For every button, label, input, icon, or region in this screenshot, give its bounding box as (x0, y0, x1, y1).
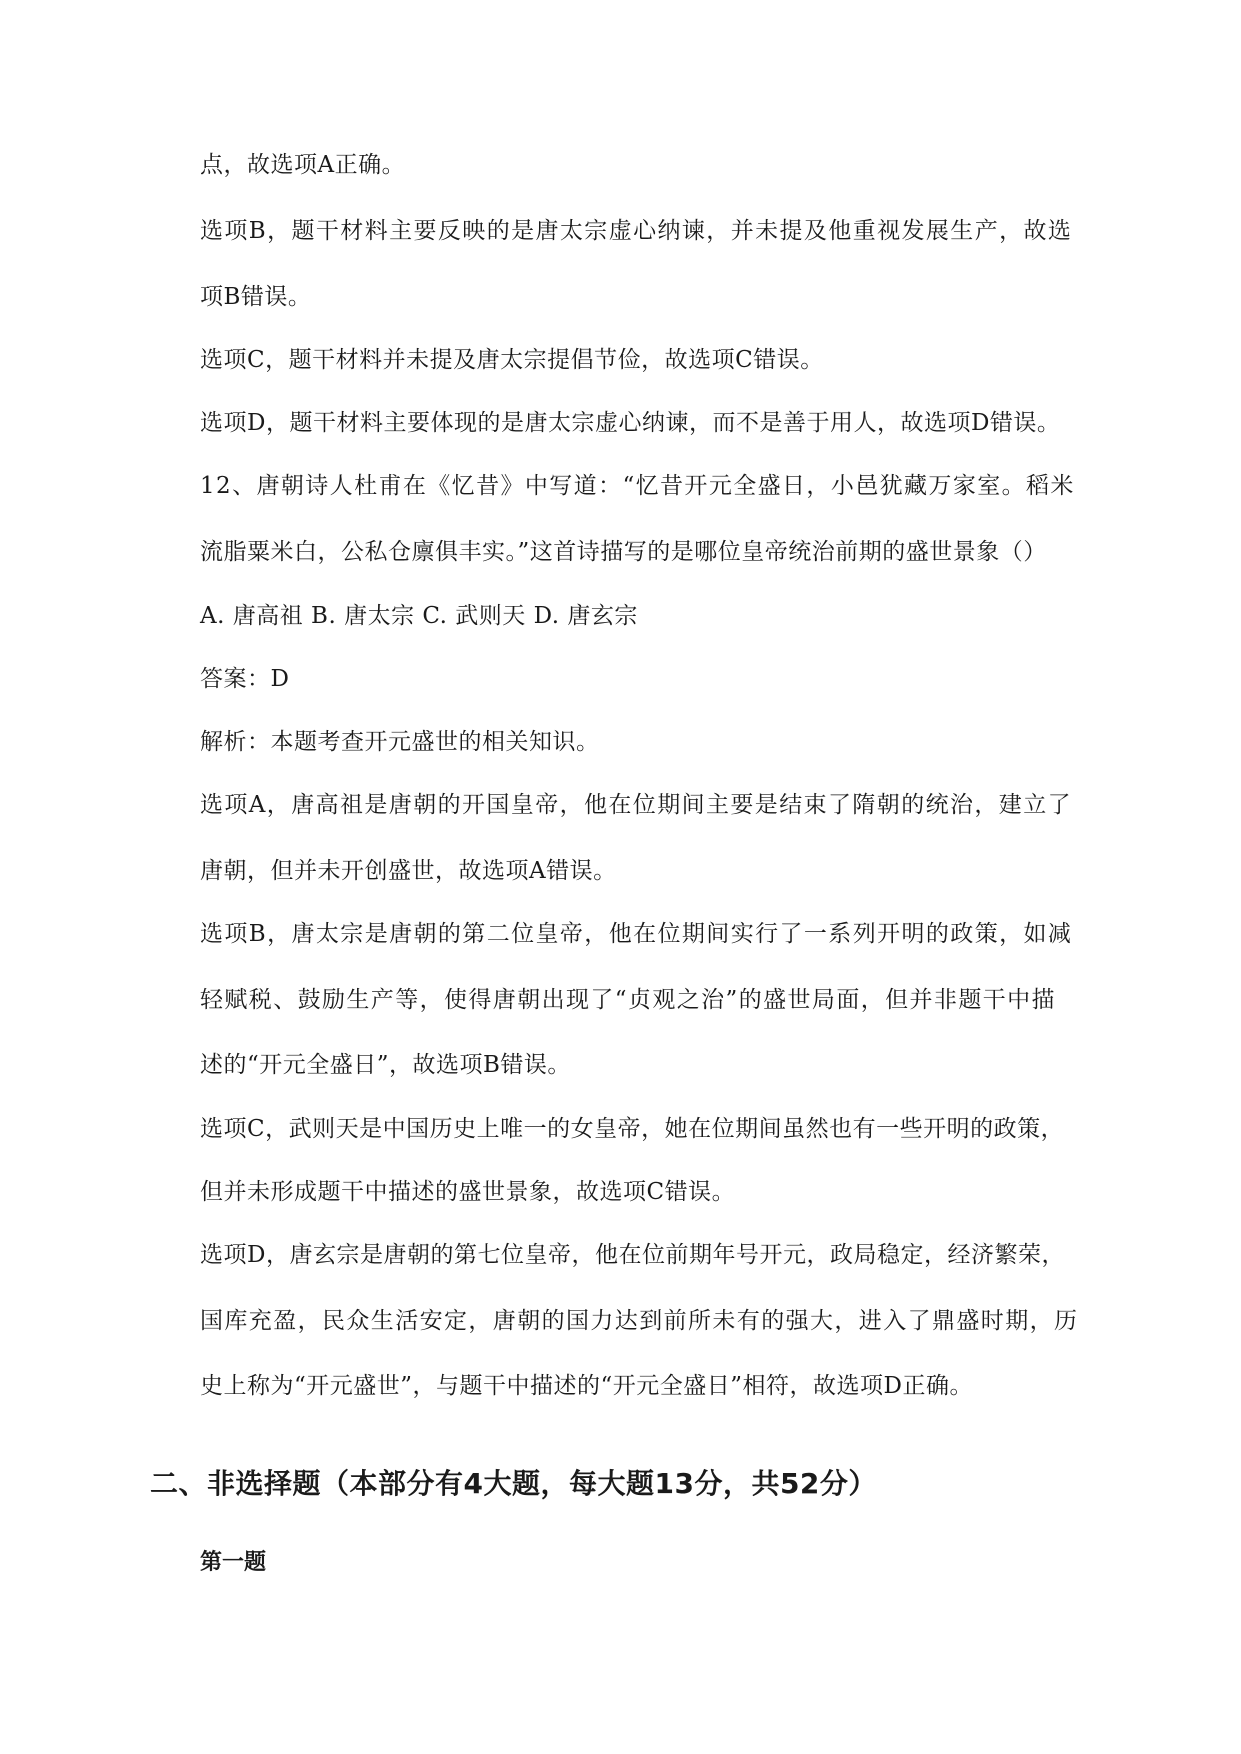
text-line: 国库充盈，民众生活安定，唐朝的国力达到前所未有的强大，进入了鼎盛时期，历 (200, 1308, 1079, 1334)
text-line: 述的“开元全盛日”，故选项B错误。 (200, 1052, 571, 1078)
text-line: 选项A，唐高祖是唐朝的开国皇帝，他在位期间主要是结束了隋朝的统治，建立了 (200, 792, 1073, 818)
text-line: 史上称为“开元盛世”，与题干中描述的“开元全盛日”相符，故选项D正确。 (200, 1373, 973, 1399)
answer-options: A. 唐高祖 B. 唐太宗 C. 武则天 D. 唐玄宗 (200, 603, 638, 629)
text-line: 选项B，题干材料主要反映的是唐太宗虚心纳谏，并未提及他重视发展生产，故选 (200, 218, 1073, 244)
text-line: 但并未形成题干中描述的盛世景象，故选项C错误。 (200, 1179, 736, 1205)
text-line: 轻赋税、鼓励生产等，使得唐朝出现了“贞观之治”的盛世局面，但并非题干中描 (200, 987, 1056, 1013)
answer-line: 答案：D (200, 666, 290, 692)
text-line: 选项D，题干材料主要体现的是唐太宗虚心纳谏，而不是善于用人，故选项D错误。 (200, 410, 1061, 436)
text-line: 选项C，武则天是中国历史上唯一的女皇帝，她在位期间虽然也有一些开明的政策， (200, 1116, 1065, 1142)
text-line: 项B错误。 (200, 284, 312, 310)
question-heading: 第一题 (200, 1550, 267, 1575)
text-line: 选项C，题干材料并未提及唐太宗提倡节俭，故选项C错误。 (200, 347, 824, 373)
section-heading: 二、非选择题（本部分有4大题，每大题13分，共52分） (150, 1467, 877, 1500)
question-12-line: 12、唐朝诗人杜甫在《忆昔》中写道：“忆昔开元全盛日，小邑犹藏万家室。稻米 (200, 473, 1075, 499)
question-12-line: 流脂粟米白，公私仓廪俱丰实。”这首诗描写的是哪位皇帝统治前期的盛世景象（） (200, 539, 1047, 565)
text-line: 点，故选项A正确。 (200, 152, 406, 178)
text-line: 唐朝，但并未开创盛世，故选项A错误。 (200, 858, 617, 884)
text-line: 选项D，唐玄宗是唐朝的第七位皇帝，他在位前期年号开元，政局稳定，经济繁荣， (200, 1242, 1065, 1268)
text-line: 选项B，唐太宗是唐朝的第二位皇帝，他在位期间实行了一系列开明的政策，如减 (200, 921, 1073, 947)
analysis-line: 解析：本题考查开元盛世的相关知识。 (200, 729, 600, 755)
